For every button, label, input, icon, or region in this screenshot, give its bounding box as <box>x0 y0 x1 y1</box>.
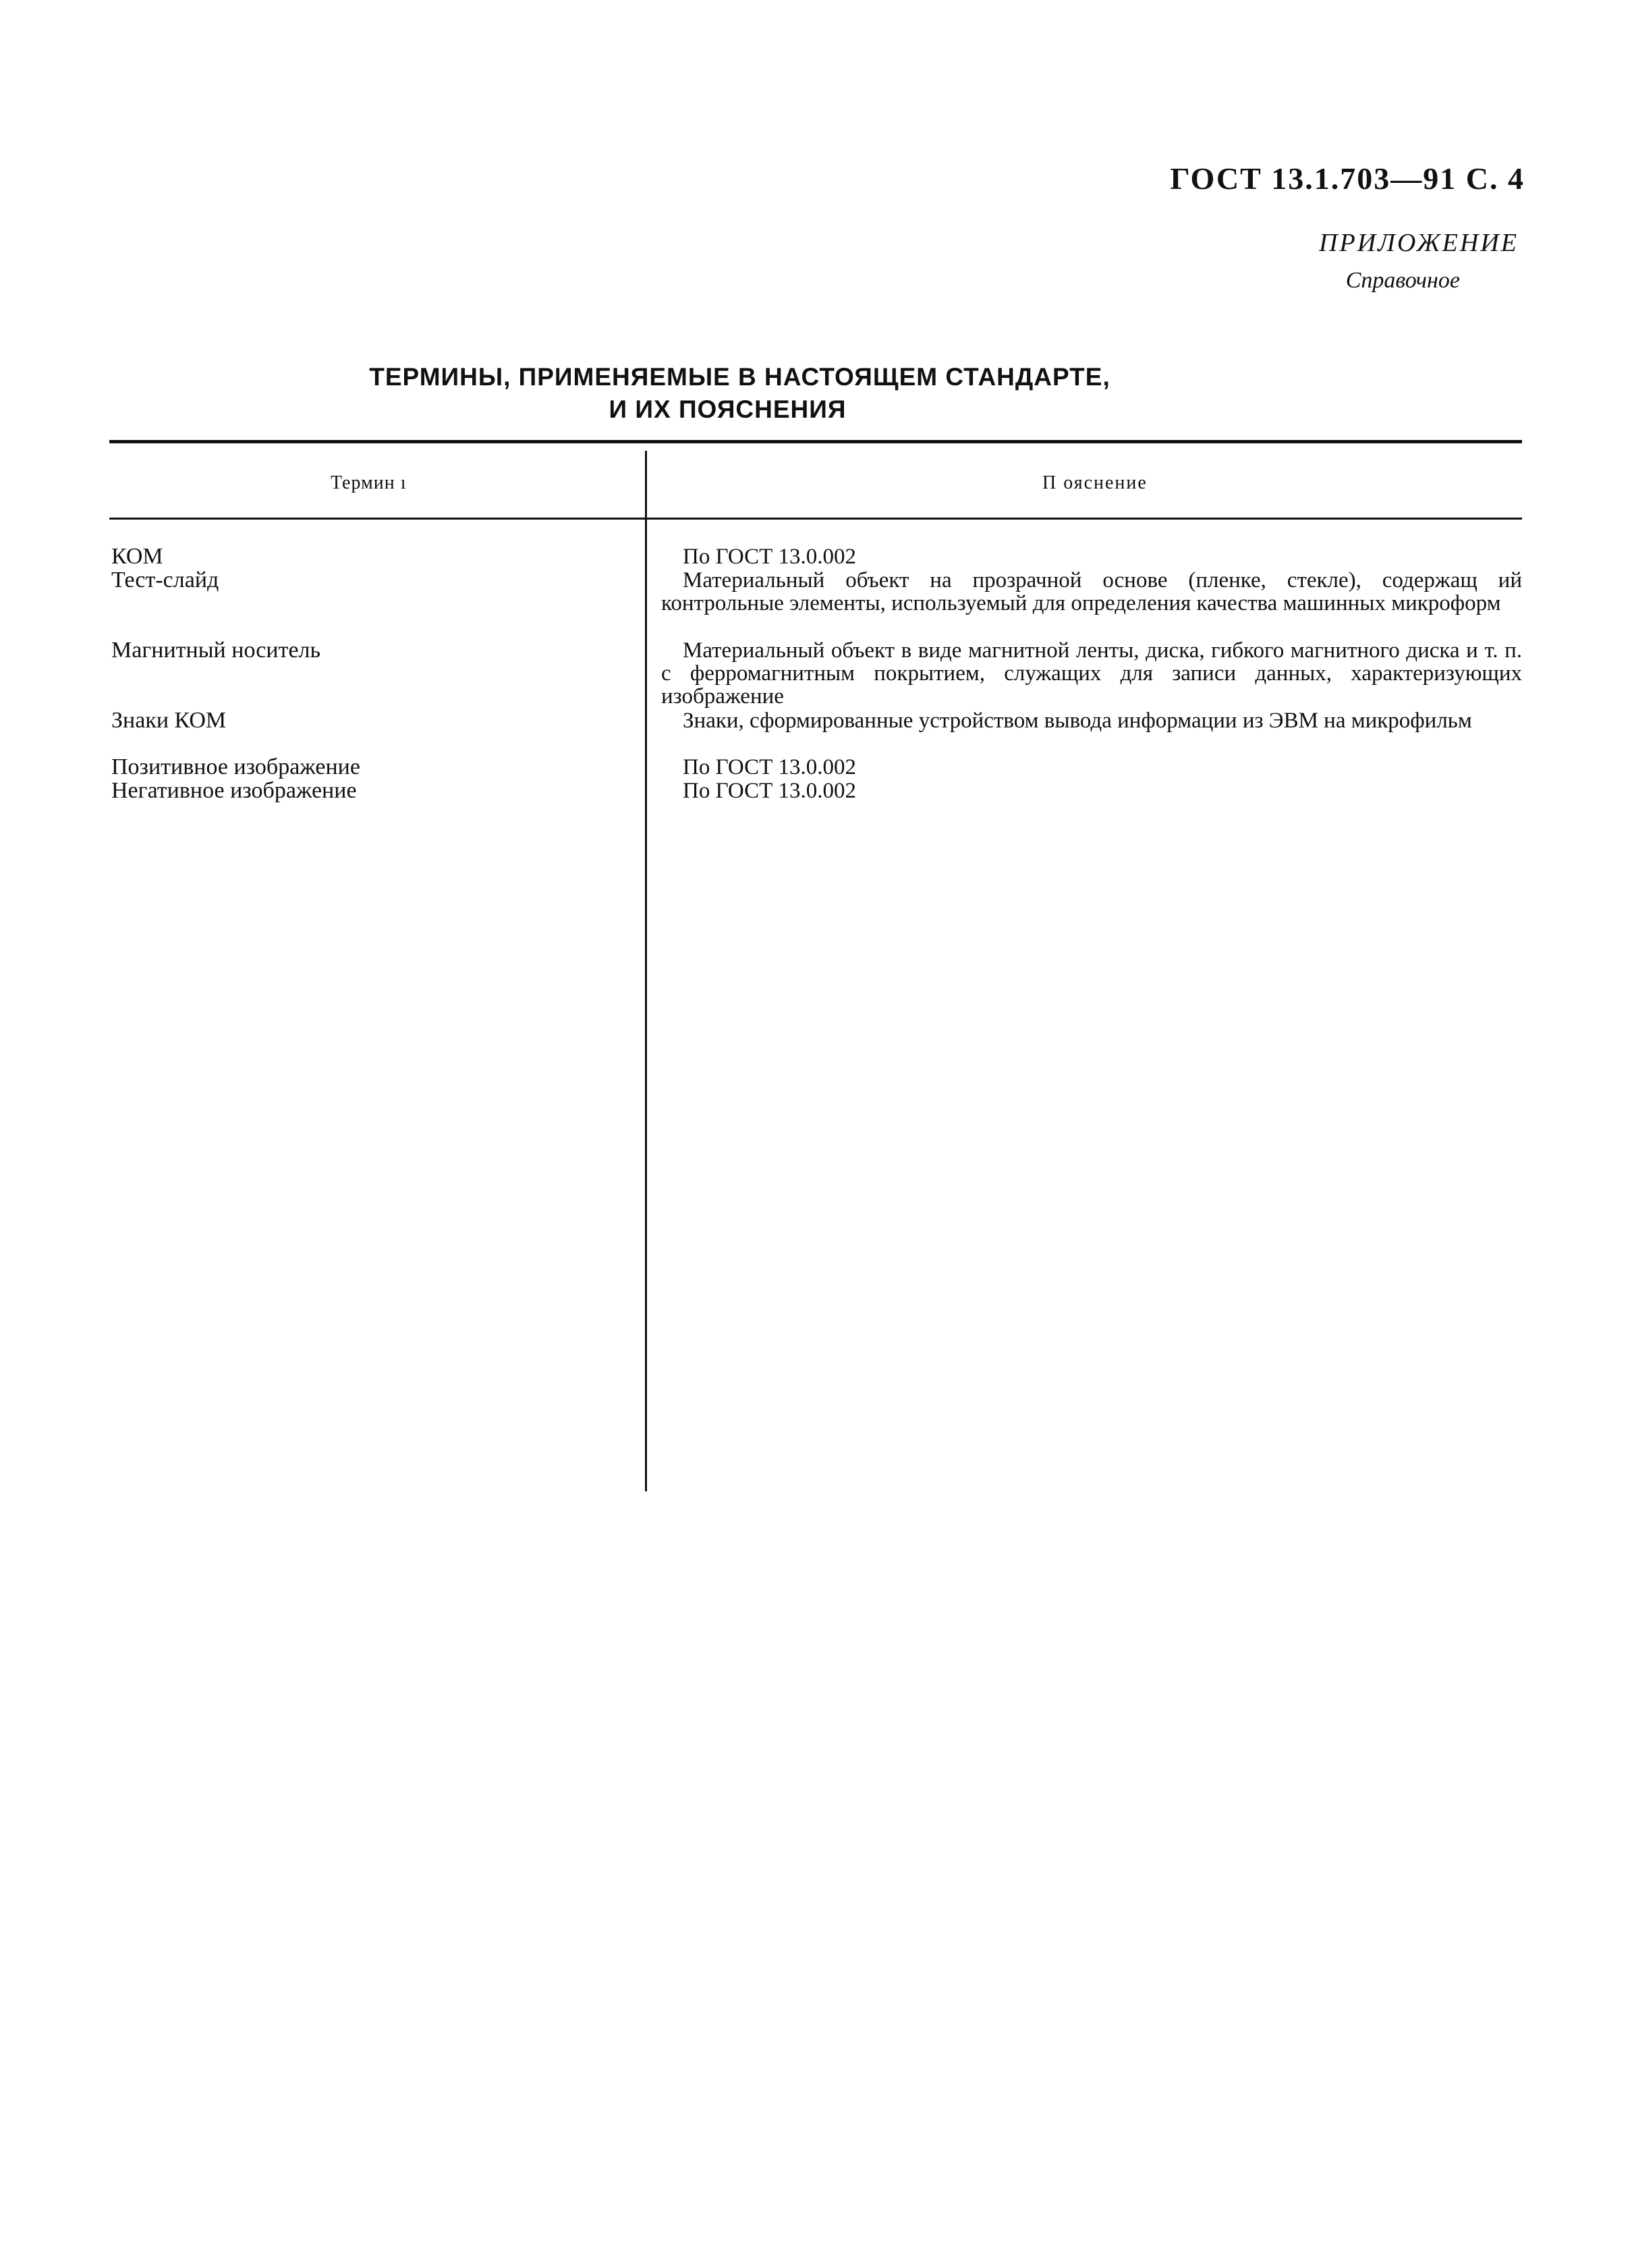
term-cell: КОМ <box>111 544 163 569</box>
explanation-cell: По ГОСТ 13.0.002 <box>683 755 856 779</box>
document-title <box>0 361 1632 426</box>
title-line-1: ТЕРМИНЫ, ПРИМЕНЯЕМЫЕ В НАСТОЯЩЕМ СТАНДАРТЕ, <box>369 363 1110 391</box>
explanation-cell: Материальный объект на прозрачной основе (пленке, стекле), содержащ ий контрольные элементы, используемый для определения качества машинных микроформ <box>661 568 1522 615</box>
term-cell: Знаки КОМ <box>111 708 227 733</box>
term-cell: Негативное изображение <box>111 778 357 803</box>
explanation-cell: По ГОСТ 13.0.002 <box>683 545 856 569</box>
explanation-cell: По ГОСТ 13.0.002 <box>683 779 856 803</box>
explanation-cell: Знаки, сформированные устройством вывода информации из ЭВМ на микрофильм <box>683 709 1472 733</box>
explanation-cell: Материальный объект в виде магнитной ленты, диска, гибкого магнитного диска и т. п. с ферромагнитным покрытием, служащих для записи данных, характеризующих изображение <box>661 638 1522 709</box>
header-term: Термин ı <box>331 472 407 493</box>
table-top-rule <box>109 440 1522 443</box>
table-header-rule <box>109 518 1522 520</box>
document-code: ГОСТ 13.1.703—91 С. 4 <box>1170 161 1525 196</box>
term-cell: Магнитный носитель <box>111 638 321 663</box>
title-line-2: И ИХ ПОЯСНЕНИЯ <box>609 395 847 423</box>
table-column-divider <box>645 451 647 1491</box>
appendix-label: ПРИЛОЖЕНИЕ <box>1319 229 1519 257</box>
appendix-type: Справочное <box>1345 268 1460 293</box>
term-cell: Тест-слайд <box>111 568 219 592</box>
term-cell: Позитивное изображение <box>111 754 360 779</box>
header-explanation: П ояснение <box>1042 472 1148 493</box>
